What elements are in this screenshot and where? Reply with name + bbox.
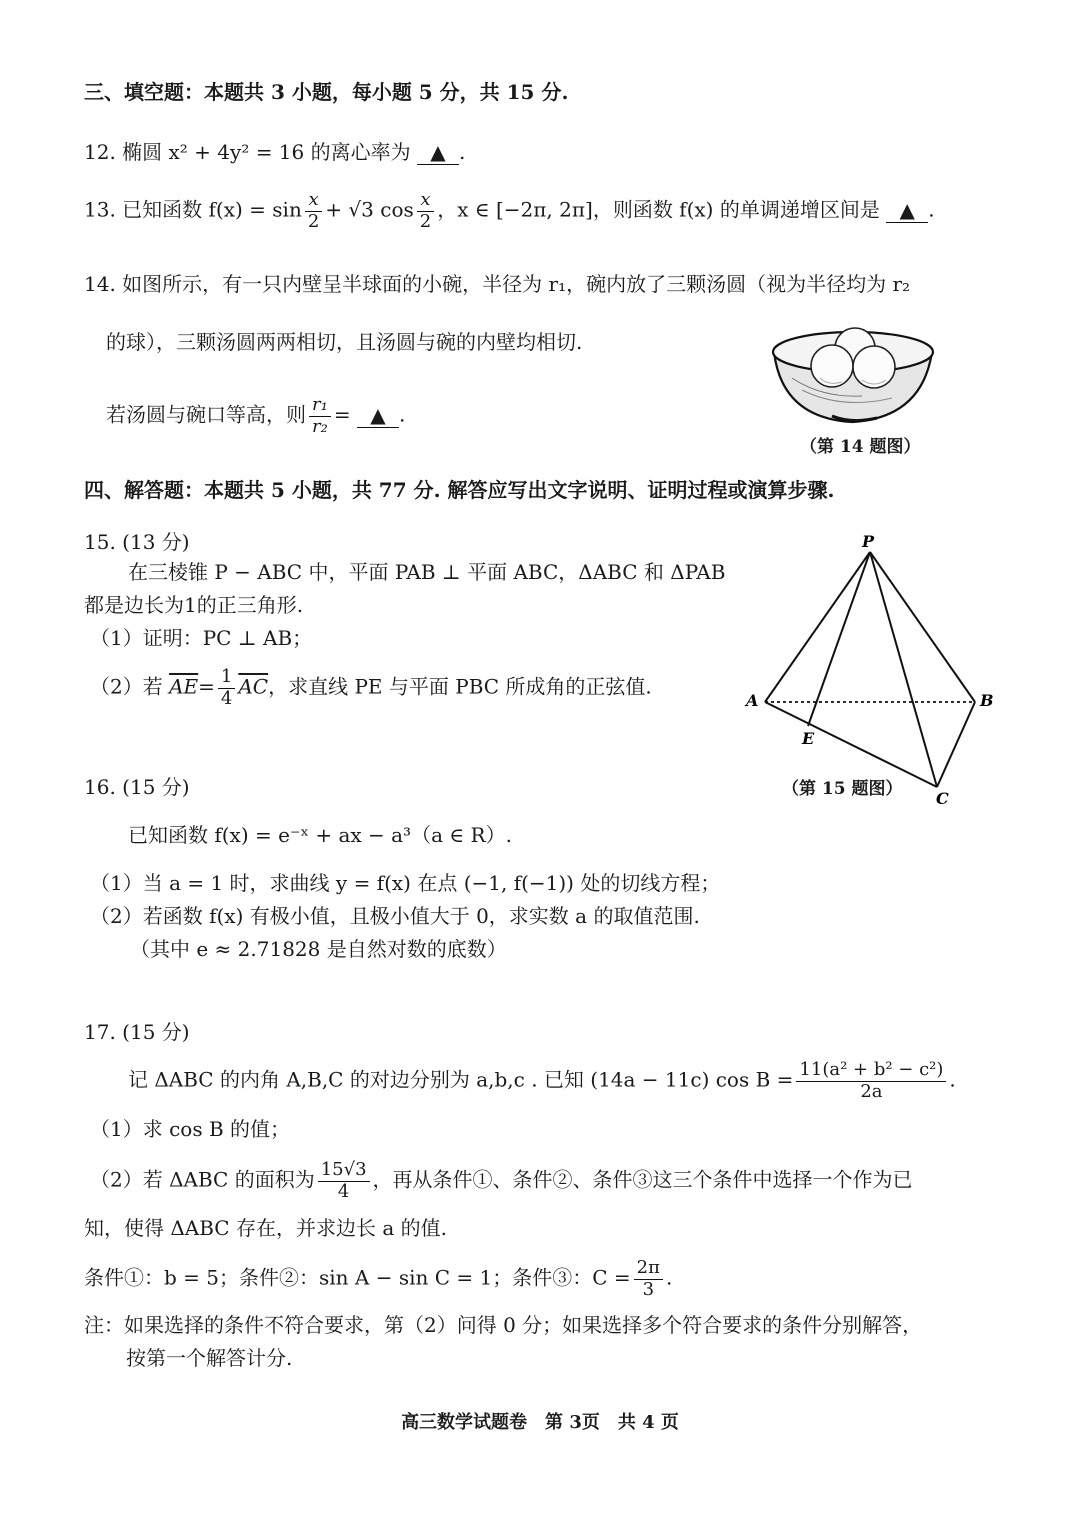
q15-frac-num: 1 — [218, 667, 235, 689]
q14-fraction — [309, 395, 331, 437]
q14-figure-caption: （第 14 题图） — [800, 437, 921, 457]
q15-part-2 — [90, 667, 652, 709]
q13-f2-den: 2 — [419, 210, 432, 232]
q13-answer-blank: ▲ — [886, 198, 928, 223]
page-footer: 高三数学试题卷 第 3页 共 4 页 — [401, 1412, 679, 1433]
q14-line-1 — [84, 272, 910, 296]
q13-number: 13. — [84, 197, 116, 222]
q17-conditions-text: 条件①：b = 5；条件②：sin A − sin C = 1；条件③：C = — [84, 1265, 631, 1290]
q17-note-1: 注：如果选择的条件不符合要求，第（2）问得 0 分；如果选择多个符合要求的条件分别解答， — [84, 1313, 923, 1337]
q17-condition-fraction — [634, 1258, 663, 1300]
q17-conditions — [84, 1258, 672, 1300]
q17-conditions-end: . — [665, 1265, 673, 1290]
q15-p2-eq: = — [198, 674, 215, 699]
label-p: P — [862, 532, 875, 551]
q16-note: （其中 e ≈ 2.71828 是自然对数的底数） — [130, 937, 507, 961]
q15-line-2: 都是边长为1的正三角形. — [84, 593, 304, 617]
q12-number: 12. — [84, 140, 116, 164]
q14-end: . — [398, 402, 406, 427]
q16-line-1: 已知函数 f(x) = e⁻ˣ + ax − a³（a ∈ R）. — [128, 823, 512, 847]
q17-area-num: 15√3 — [318, 1160, 370, 1182]
q17-part-2-line-2: 知，使得 ΔABC 存在，并求边长 a 的值. — [84, 1216, 447, 1240]
q17-p2-post: ，再从条件①、条件②、条件③这三个条件中选择一个作为已 — [372, 1167, 913, 1192]
q13-fraction-1 — [305, 190, 322, 232]
q14-line3-text: 若汤圆与碗口等高，则 — [106, 402, 306, 427]
bowl-with-dumplings-figure — [762, 318, 942, 426]
q17-part-2 — [90, 1160, 913, 1202]
edge-pb — [870, 552, 975, 702]
q17-area-den: 4 — [337, 1180, 350, 1202]
edge-pe — [808, 552, 870, 726]
q12-text: 椭圆 x² + 4y² = 16 的离心率为 — [122, 140, 411, 164]
dumpling-right — [853, 346, 895, 388]
q15-fraction — [218, 667, 235, 709]
q17-frac-den: 2a — [860, 1080, 883, 1102]
q17-cond-num: 2π — [634, 1258, 663, 1280]
q15-p2-pre: （2）若 — [90, 674, 163, 699]
vector-ae: $\overline{AE}$ — [169, 674, 199, 699]
edge-bc — [937, 702, 975, 787]
q15-part-1: （1）证明：PC ⊥ AB； — [90, 626, 313, 650]
section4-heading: 四、解答题：本题共 5 小题，共 77 分. 解答应写出文字说明、证明过程或演算步骤. — [84, 478, 835, 502]
q17-fraction — [796, 1060, 946, 1102]
question-12 — [84, 140, 465, 165]
q17-line1-end: . — [949, 1067, 956, 1092]
q14-answer-blank: ▲ — [357, 403, 399, 428]
q13-fraction-2 — [417, 190, 434, 232]
label-b: B — [980, 691, 994, 710]
q14-line1-text: 如图所示，有一只内壁呈半球面的小碗，半径为 r₁，碗内放了三颗汤圆（视为半径均为 r₂ — [122, 272, 911, 296]
q15-figure-caption: （第 15 题图） — [782, 779, 903, 799]
q15-p2-post: ，求直线 PE 与平面 PBC 所成角的正弦值. — [268, 674, 652, 699]
q17-line-1 — [128, 1060, 956, 1102]
q13-f2-num: x — [417, 190, 433, 212]
q14-frac-den: r₂ — [312, 415, 328, 437]
q14-eq: = — [333, 402, 351, 427]
q17-frac-num: 11(a² + b² − c²) — [796, 1060, 946, 1082]
section3-heading: 三、填空题：本题共 3 小题，每小题 5 分，共 15 分. — [84, 80, 569, 104]
q17-p2-pre: （2）若 ΔABC 的面积为 — [90, 1167, 315, 1192]
label-c: C — [936, 789, 949, 808]
q17-line1-pre: 记 ΔABC 的内角 A,B,C 的对边分别为 a,b,c . 已知 (14a − 11c) cos B = — [128, 1067, 794, 1092]
label-e: E — [802, 729, 815, 748]
pyramid-figure — [740, 532, 1000, 812]
q15-frac-den: 4 — [220, 687, 233, 709]
q13-end: . — [928, 197, 935, 222]
dumpling-left — [811, 345, 853, 387]
label-a: A — [746, 691, 759, 710]
q14-number: 14. — [84, 272, 116, 296]
q16-heading: 16. (15 分) — [84, 775, 190, 799]
q12-end: . — [458, 140, 466, 164]
q13-mid: + √3 cos — [325, 197, 414, 222]
q14-line-2: 的球），三颗汤圆两两相切，且汤圆与碗的内壁均相切. — [106, 330, 583, 354]
q13-f1-den: 2 — [307, 210, 320, 232]
q15-heading: 15. (13 分) — [84, 530, 190, 554]
q17-part-1: （1）求 cos B 的值； — [90, 1117, 290, 1141]
q15-line-1: 在三棱锥 P − ABC 中，平面 PAB ⊥ 平面 ABC，ΔABC 和 ΔPAB — [128, 560, 726, 584]
q16-part-1: （1）当 a = 1 时，求曲线 y = f(x) 在点 (−1, f(−1)) 处的切线方程； — [90, 871, 721, 895]
q17-heading: 17. (15 分) — [84, 1020, 190, 1044]
q14-line-3 — [106, 395, 405, 437]
q17-note-2: 按第一个解答计分. — [126, 1346, 293, 1370]
q17-cond-den: 3 — [642, 1278, 655, 1300]
edge-pc — [870, 552, 937, 787]
q12-answer-blank: ▲ — [417, 140, 459, 165]
q13-post: ，x ∈ [−2π, 2π]，则函数 f(x) 的单调递增区间是 — [437, 197, 880, 222]
q14-frac-num: r₁ — [309, 395, 331, 417]
question-13 — [84, 190, 935, 232]
q17-area-fraction — [318, 1160, 370, 1202]
edge-pa — [765, 552, 870, 702]
q13-pre: 已知函数 f(x) = sin — [122, 197, 302, 222]
q13-f1-num: x — [305, 190, 321, 212]
vector-ac: $\overline{AC}$ — [238, 674, 269, 699]
q16-part-2: （2）若函数 f(x) 有极小值，且极小值大于 0，求实数 a 的取值范围. — [90, 904, 700, 928]
